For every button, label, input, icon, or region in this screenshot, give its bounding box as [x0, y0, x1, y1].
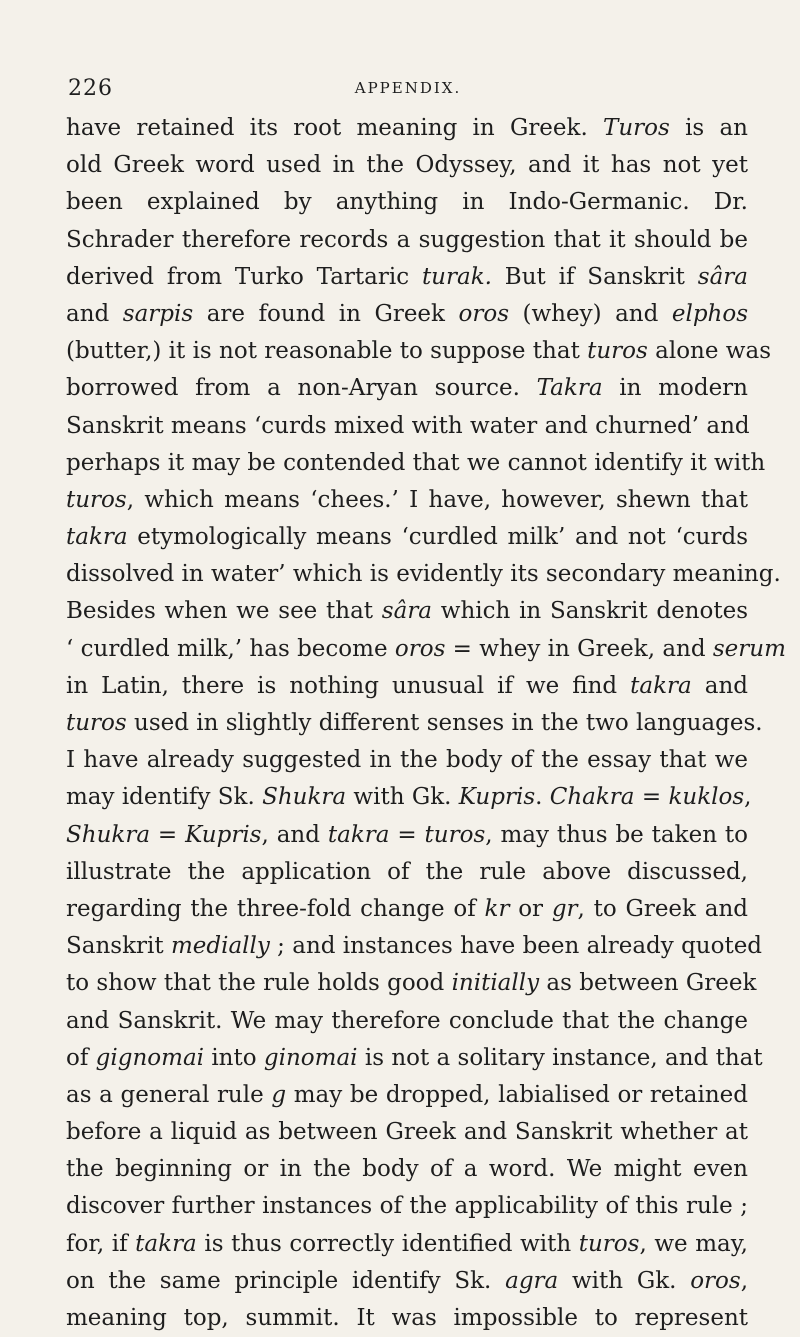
- text-line: [66, 296, 748, 333]
- text-run: on the same principle identify Sk.: [66, 1267, 506, 1294]
- running-head: APPENDIX.: [354, 79, 462, 97]
- text-run: Sanskrit means ‘curds mixed with water and churned’ and: [66, 412, 750, 439]
- text-run: But if Sanskrit: [491, 263, 698, 290]
- italic-term: Shukra: [262, 784, 347, 811]
- text-run: borrowed from a non-Aryan source.: [66, 375, 537, 402]
- italic-term: takra: [327, 821, 390, 848]
- text-run: (whey) and: [509, 300, 672, 327]
- italic-term: oros: [394, 635, 446, 662]
- text-run: used in slightly different senses in the two languages.: [126, 710, 763, 736]
- text-run: and: [691, 672, 749, 699]
- text-run: in modern: [602, 375, 748, 402]
- text-run: =: [389, 821, 425, 848]
- text-run: , and: [261, 821, 328, 848]
- text-run: Sanskrit: [66, 933, 171, 960]
- italic-term: turos: [66, 710, 127, 736]
- text-line: [66, 742, 748, 779]
- text-run: perhaps it may be contended that we cannot identify it with: [66, 449, 766, 476]
- text-line: [66, 705, 763, 742]
- text-line: [66, 1226, 748, 1263]
- italic-term: turos: [424, 821, 486, 848]
- text-run: ‘ curdled milk,’ has become: [66, 635, 395, 662]
- text-line: [66, 110, 748, 147]
- body-text: [66, 110, 786, 1337]
- text-run: are found in Greek: [193, 300, 459, 327]
- italic-term: g: [271, 1081, 287, 1108]
- italic-term: initially: [451, 970, 540, 997]
- text-line: [66, 1114, 748, 1151]
- text-line: [66, 333, 771, 370]
- text-line: [66, 1077, 748, 1114]
- text-run: , which means ‘chees.’ I have, however, shewn that: [126, 486, 748, 513]
- text-run: I have already suggested in the body of the essay that we: [66, 747, 748, 774]
- text-line: [66, 1263, 748, 1300]
- italic-term: turos: [66, 486, 127, 513]
- text-line: [66, 482, 748, 519]
- text-run: as between Greek: [539, 970, 757, 997]
- text-run: which in Sanskrit denotes: [432, 598, 748, 625]
- text-run: , to Greek and: [577, 895, 748, 922]
- italic-term: Kupris: [185, 821, 262, 848]
- text-line: [66, 593, 748, 630]
- text-line: [66, 1151, 748, 1188]
- italic-term: kr: [484, 895, 510, 922]
- italic-term: Chakra: [549, 784, 635, 811]
- text-run: ,: [740, 1267, 749, 1294]
- text-run: and: [66, 300, 123, 327]
- text-run: is an: [669, 115, 748, 141]
- text-run: ; and instances have been already quoted: [269, 933, 763, 960]
- italic-term: takra: [135, 1230, 197, 1257]
- text-run: in Latin, there is nothing unusual if we find: [66, 672, 631, 699]
- text-run: with Gk.: [558, 1267, 691, 1294]
- text-line: [66, 519, 748, 556]
- page-number: 226: [68, 76, 113, 101]
- text-run: to show that the rule holds good: [66, 970, 452, 997]
- text-run: meaning top, summit. It was impossible to represent: [66, 1305, 748, 1331]
- text-run: =: [150, 821, 186, 848]
- text-line: [66, 445, 766, 482]
- text-run: alone was: [647, 338, 771, 365]
- page-header: [68, 76, 748, 106]
- text-run: old Greek word used in the Odyssey, and it has not yet: [66, 152, 748, 179]
- text-line: [66, 147, 748, 184]
- text-line: [66, 891, 748, 928]
- text-line: [66, 370, 748, 407]
- text-run: Schrader therefore records a suggestion that it should be: [66, 226, 748, 253]
- text-line: [66, 817, 748, 854]
- text-run: ,: [744, 784, 752, 811]
- text-run: for, if: [66, 1230, 136, 1257]
- text-run: = whey in Greek, and: [445, 635, 713, 662]
- italic-term: sâra: [381, 598, 433, 625]
- text-line: [66, 1188, 748, 1225]
- text-run: is thus correctly identified with: [196, 1230, 579, 1257]
- text-run: with Gk.: [346, 784, 459, 811]
- text-line: [66, 779, 752, 816]
- italic-term: oros: [690, 1267, 741, 1294]
- text-run: as a general rule: [66, 1081, 272, 1108]
- italic-term: sâra: [697, 263, 748, 290]
- italic-term: serum: [712, 635, 786, 662]
- italic-term: elphos: [671, 300, 749, 327]
- text-line: [66, 556, 781, 593]
- italic-term: sarpis: [122, 300, 194, 327]
- text-line: [66, 631, 786, 668]
- italic-term: gr: [551, 895, 578, 922]
- text-run: been explained by anything in Indo-Germanic. Dr.: [66, 189, 748, 216]
- text-run: illustrate the application of the rule above discussed,: [66, 858, 748, 885]
- text-run: , we may,: [639, 1230, 748, 1257]
- text-line: [66, 928, 763, 965]
- italic-term: turos: [578, 1230, 640, 1257]
- text-line: [66, 965, 757, 1002]
- text-run: discover further instances of the applicability of this rule ;: [66, 1193, 748, 1220]
- text-run: Besides when we see that: [66, 598, 382, 625]
- italic-term: turos: [587, 338, 648, 365]
- text-line: [66, 668, 748, 705]
- text-run: or: [509, 895, 552, 922]
- text-run: regarding the three-fold change of: [66, 895, 485, 922]
- text-line: [66, 1003, 748, 1040]
- text-run: may identify Sk.: [66, 784, 263, 811]
- italic-term: Turos: [603, 115, 670, 141]
- text-run: the beginning or in the body of a word. We might even: [66, 1156, 748, 1183]
- text-line: [66, 1040, 763, 1077]
- text-run: dissolved in water’ which is evidently its secondary meaning.: [66, 561, 781, 588]
- text-line: [66, 1300, 748, 1337]
- italic-term: turak.: [421, 263, 492, 290]
- text-line: [66, 184, 748, 221]
- italic-term: ginomai: [263, 1044, 358, 1071]
- italic-term: gignomai: [95, 1044, 205, 1071]
- text-run: (butter,) it is not reasonable to suppose that: [66, 338, 588, 365]
- italic-term: oros: [458, 300, 509, 327]
- italic-term: takra: [66, 524, 128, 551]
- text-run: etymologically means ‘curdled milk’ and not ‘curds: [127, 524, 748, 551]
- text-run: derived from Turko Tartaric: [66, 263, 422, 290]
- italic-term: Takra: [536, 375, 603, 402]
- italic-term: medially: [170, 933, 270, 960]
- text-line: [66, 408, 748, 445]
- text-run: .: [535, 784, 550, 811]
- text-line: [66, 854, 748, 891]
- text-line: [66, 222, 748, 259]
- italic-term: Kupris: [458, 784, 536, 811]
- italic-term: kuklos: [668, 784, 745, 811]
- text-run: of: [66, 1044, 96, 1071]
- text-run: into: [204, 1044, 264, 1071]
- text-run: is not a solitary instance, and that: [357, 1044, 763, 1071]
- italic-term: agra: [505, 1267, 559, 1294]
- text-run: , may thus be taken to: [485, 821, 748, 848]
- text-run: and Sanskrit. We may therefore conclude that the change: [66, 1007, 748, 1034]
- text-run: have retained its root meaning in Greek.: [66, 115, 604, 141]
- italic-term: Shukra: [66, 821, 151, 848]
- text-line: [66, 259, 748, 296]
- text-run: =: [634, 784, 669, 811]
- text-run: before a liquid as between Greek and Sanskrit whether at: [66, 1119, 748, 1146]
- text-run: may be dropped, labialised or retained: [286, 1081, 748, 1108]
- italic-term: takra: [630, 672, 692, 699]
